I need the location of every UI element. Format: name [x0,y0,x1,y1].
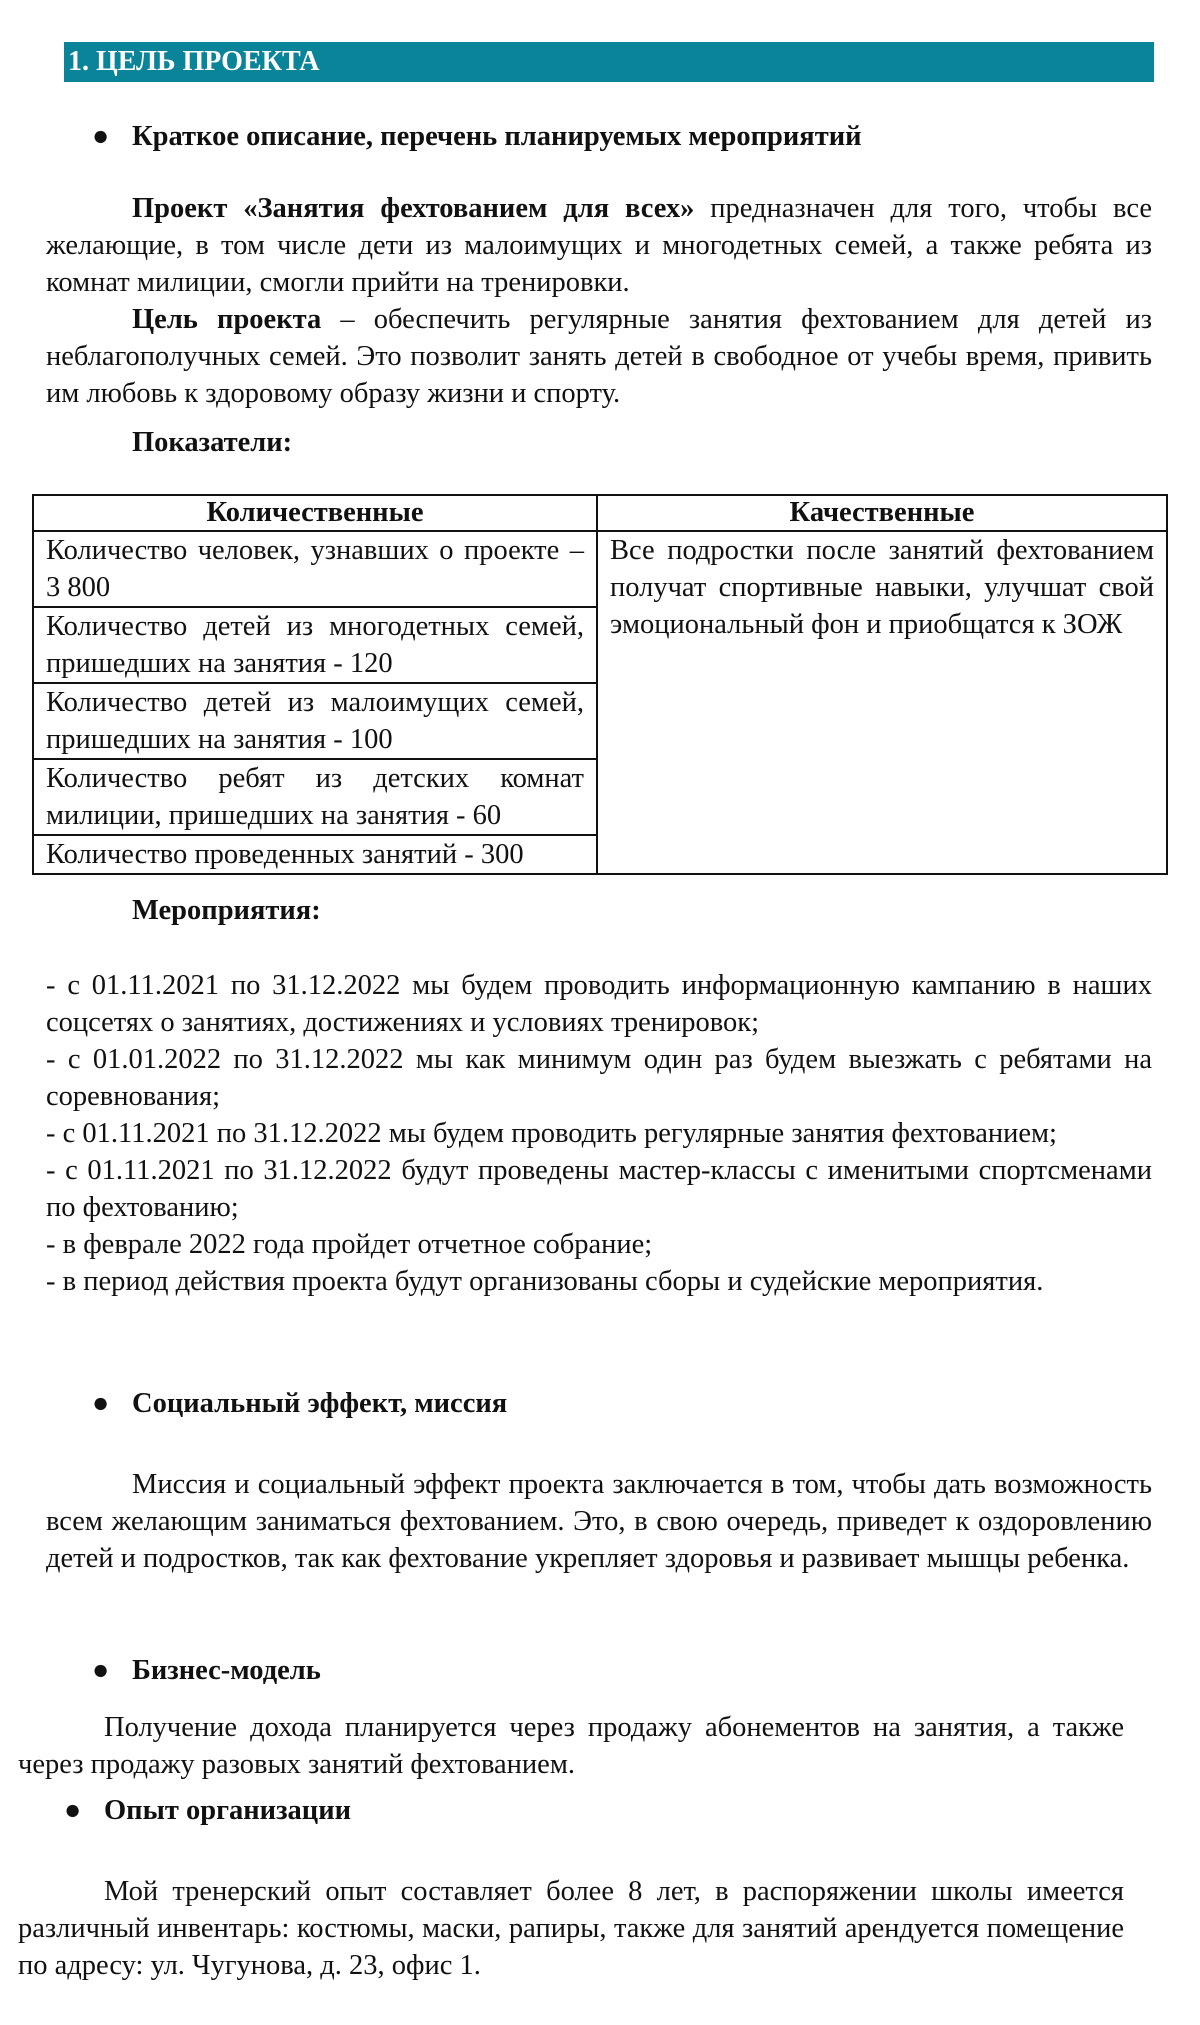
goal-description: – обеспечить регулярные занятия фехтованием для детей из неблагополучных семей. Это позволит занять детей в свободное от учебы время, привить им любовь к здоровому образу жизни и спорту. [46,304,1152,409]
quant-cell: Количество детей из многодетных семей, пришедших на занятия - 120 [33,607,597,683]
bullet-text: Бизнес-модель [132,1655,321,1686]
quant-cell: Количество детей из малоимущих семей, пришедших на занятия - 100 [33,683,597,759]
column-header-quantitative: Количественные [33,495,597,531]
section-title-banner: 1. ЦЕЛЬ ПРОЕКТА [64,42,1154,82]
project-description: предназначен для того, чтобы все желающие, в том числе дети из малоимущих и многодетных семей, а также ребята из комнат милиции, смогли прийти на тренировки. [46,193,1152,298]
list-item: - с 01.11.2021 по 31.12.2022 мы будем проводить информационную кампанию в наших соцсетях о занятиях, достижениях и условиях тренировок; [46,970,1152,1038]
bullet-icon: ● [92,1655,110,1686]
list-item: - с 01.11.2021 по 31.12.2022 будут проведены мастер-классы с именитыми спортсменами по фехтованию; [46,1155,1152,1223]
bullet-heading-social [92,1385,507,1422]
quant-cell: Количество ребят из детских комнат милиции, пришедших на занятия - 60 [33,759,597,835]
list-item: - в период действия проекта будут организованы сборы и судейские мероприятия. [46,1266,1044,1297]
list-item: - с 01.01.2022 по 31.12.2022 мы как минимум один раз будем выезжать с ребятами на соревнования; [46,1044,1152,1112]
social-text: Миссия и социальный эффект проекта заключается в том, чтобы дать возможность всем желающим заниматься фехтованием. Это, в свою очередь, приведет к оздоровлению детей и подростков, так как фехтование укрепляет здоровья и развивает мышцы ребенка. [46,1469,1152,1574]
list-item: - в феврале 2022 года пройдет отчетное собрание; [46,1229,653,1260]
quant-cell: Количество человек, узнавших о проекте – 3 800 [33,531,597,607]
table-row [33,531,1167,607]
qual-cell: Все подростки после занятий фехтованием получат спортивные навыки, улучшат свой эмоциональный фон и приобщатся к ЗОЖ [597,531,1167,874]
bullet-text: Краткое описание, перечень планируемых мероприятий [132,121,862,152]
bullet-icon: ● [92,121,110,152]
bullet-text: Социальный эффект, миссия [132,1388,508,1419]
business-text: Получение дохода планируется через продажу абонементов на занятия, а также через продажу разовых занятий фехтованием. [18,1712,1124,1780]
list-item: - с 01.11.2021 по 31.12.2022 мы будем проводить регулярные занятия фехтованием; [46,1118,1057,1149]
indicators-heading: Показатели: [132,427,293,458]
table-header-row [33,495,1167,531]
indicators-table [32,494,1168,875]
business-paragraph [18,1709,1124,1783]
bullet-icon: ● [64,1795,82,1826]
bullet-text: Опыт организации [104,1795,352,1826]
project-name: Проект «Занятия фехтованием для всех» [132,193,695,224]
experience-paragraph [18,1873,1124,1984]
bullet-heading-experience [64,1792,351,1829]
events-list [46,967,1152,1300]
intro-paragraph [46,190,1152,412]
bullet-icon: ● [92,1388,110,1419]
goal-label: Цель проекта [132,304,322,335]
bullet-heading-business [92,1652,321,1689]
experience-text: Мой тренерский опыт составляет более 8 лет, в распоряжении школы имеется различный инвентарь: костюмы, маски, рапиры, также для занятий арендуется помещение по адресу: ул. Чугунова, д. 23, офис 1. [18,1876,1124,1981]
quant-cell: Количество проведенных занятий - 300 [33,835,597,874]
column-header-qualitative: Качественные [597,495,1167,531]
events-heading: Мероприятия: [132,895,321,926]
social-paragraph [46,1466,1152,1577]
bullet-heading-brief [92,118,862,155]
